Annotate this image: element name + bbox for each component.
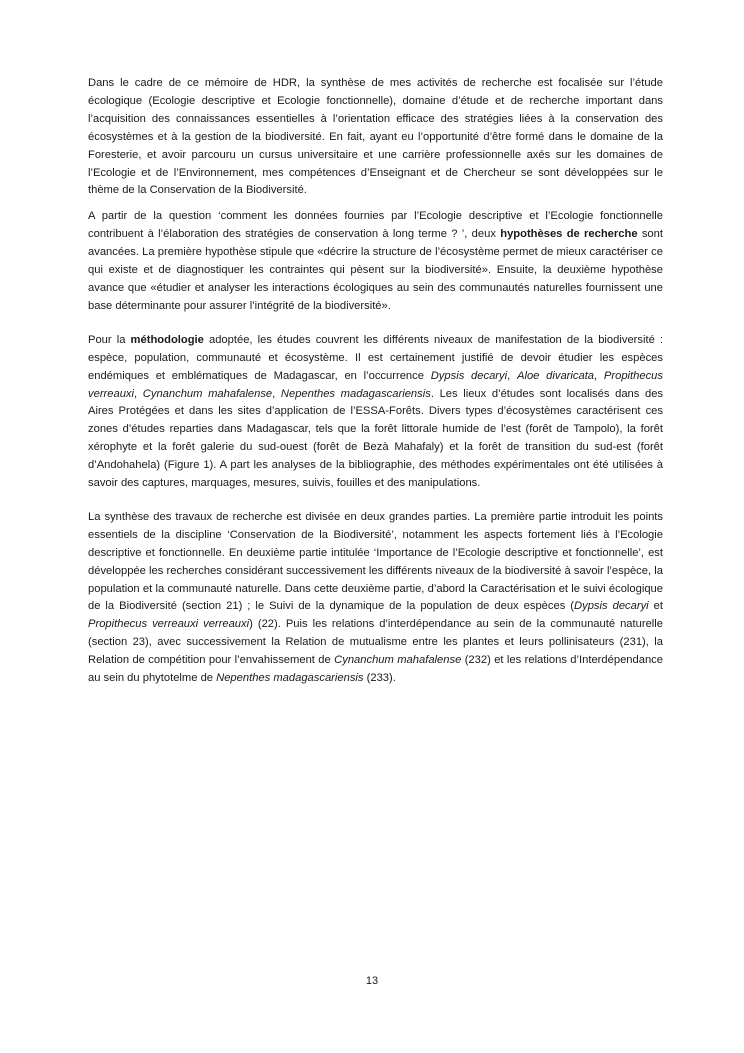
text-run: et bbox=[648, 600, 663, 613]
text-run: A partir de la question ‘comment les données fournies par l’Ecologie descriptive et l’Ecologie fonctionnelle contribuent à l’élaboration des stratégies de conservation à long terme ? ’, deux bbox=[88, 210, 663, 241]
text-run: sont avancées. La première hypothèse stipule que «décrire la structure de l’écosystème permet de mieux caractériser ce qui existe et de diagnostiquer les contraintes qui pèsent sur la biodiversité». Ensuite, la deuxième hypothèse avance que «étudier et analyser les interactions écologiques au sein des communautés naturelles fournissent une base déterminante pour assurer l’intégrité de la biodiversité». bbox=[88, 228, 663, 312]
species-name: Propithecus verreauxi verreauxi bbox=[88, 618, 250, 631]
species-name: Aloe divaricata bbox=[517, 369, 595, 382]
text-run: , bbox=[594, 369, 604, 382]
page-number: 13 bbox=[365, 975, 379, 987]
text-run: , bbox=[507, 369, 517, 382]
bold-term: hypothèses de recherche bbox=[500, 228, 638, 241]
text-run: (232) et les relations d’Interdépendance au sein du phytotelme de bbox=[88, 654, 663, 685]
paragraph-context bbox=[88, 75, 663, 200]
text-run: (233). bbox=[363, 672, 396, 685]
text-run: Pour la bbox=[88, 333, 131, 346]
text-run: Dans le cadre de ce mémoire de HDR, la synthèse de mes activités de recherche est focalisée sur l’étude écologique (Ecologie descriptive et Ecologie fonctionnelle), domaine d’étude et de recherche important dans l’acquisition des connaissances essentielles à l’orientation efficace des stratégies liées à la conservation des écosystèmes et à la gestion de la biodiversité. En fait, ayant eu l’opportunité d’être formé dans le domaine de la Foresterie, et avoir parcouru un cursus universitaire et une carrière professionnelle axés sur les domaines de l’Ecologie et de l’Environnement, mes compétences d’Enseignant et de Chercheur se sont développées sur le thème de la Conservation de la Biodiversité. bbox=[88, 77, 663, 197]
text-run: La synthèse des travaux de recherche est divisée en deux grandes parties. La première partie introduit les points essentiels de la discipline ‘Conservation de la Biodiversité’, notamment les aspects fortement liés à l’Ecologie descriptive et fonctionnelle. En deuxième partie intitulée ‘Importance de l’Ecologie descriptive et fonctionnelle’, est développée les recherches considérant successivement les différents niveaux de la biodiversité à savoir l’espèce, la population et la communauté naturelle. Dans cette deuxième partie, d’abord la Caractérisation et le suivi écologique de la Biodiversité (section 21) ; le Suivi de la dynamique de la population de deux espèces ( bbox=[88, 510, 663, 613]
bold-term: méthodologie bbox=[130, 333, 204, 346]
text-run: , bbox=[134, 387, 143, 400]
document-body bbox=[88, 75, 663, 688]
text-run: , bbox=[272, 387, 281, 400]
text-run: adoptée, les études couvrent les différents niveaux de manifestation de la biodiversité : espèce, population, communauté et écosystème. Il est certainement justifié de devoir étudier les espèces endémiques et emblématiques de Madagascar, en l’occurrence bbox=[88, 333, 664, 382]
paragraph-methodology bbox=[88, 332, 663, 493]
species-name: Dypsis decaryi bbox=[574, 600, 649, 613]
species-name: Nepenthes madagascariensis bbox=[216, 672, 364, 685]
paragraph-hypotheses bbox=[88, 208, 663, 315]
species-name: Cynanchum mahafalense bbox=[334, 654, 462, 667]
species-name: Dypsis decaryi bbox=[430, 369, 508, 382]
species-name: Propithecus verreauxi bbox=[88, 369, 663, 400]
text-run: ) (22). Puis les relations d’interdépendance au sein de la communauté naturelle (section 23), avec successivement la Relation de mutualisme entre les plantes et leurs pollinisateurs (231), la Relation de compétition pour l’envahissement de bbox=[88, 618, 663, 667]
species-name: Cynanchum mahafalense bbox=[142, 387, 273, 400]
paragraph-synthesis-structure bbox=[88, 509, 663, 688]
species-name: Nepenthes madagascariensis bbox=[280, 387, 431, 400]
text-run: . Les lieux d’études sont localisés dans des Aires Protégées et dans les sites d’application de l’ESSA-Forêts. Divers types d’écosystèmes caractérisent ces zones d’études reparties dans Madagascar, tels que la forêt littorale humide de l’est (forêt de Tampolo), la forêt xérophyte et la forêt galerie du sud-ouest (forêt de Bezà Mahafaly) et la forêt de transition du sud-est (forêt d’Andohahela) (Figure 1). A part les analyses de la bibliographie, des méthodes expérimentales ont été utilisées à savoir des captures, marquages, mesures, suivis, fouilles et des manipulations. bbox=[88, 387, 664, 490]
